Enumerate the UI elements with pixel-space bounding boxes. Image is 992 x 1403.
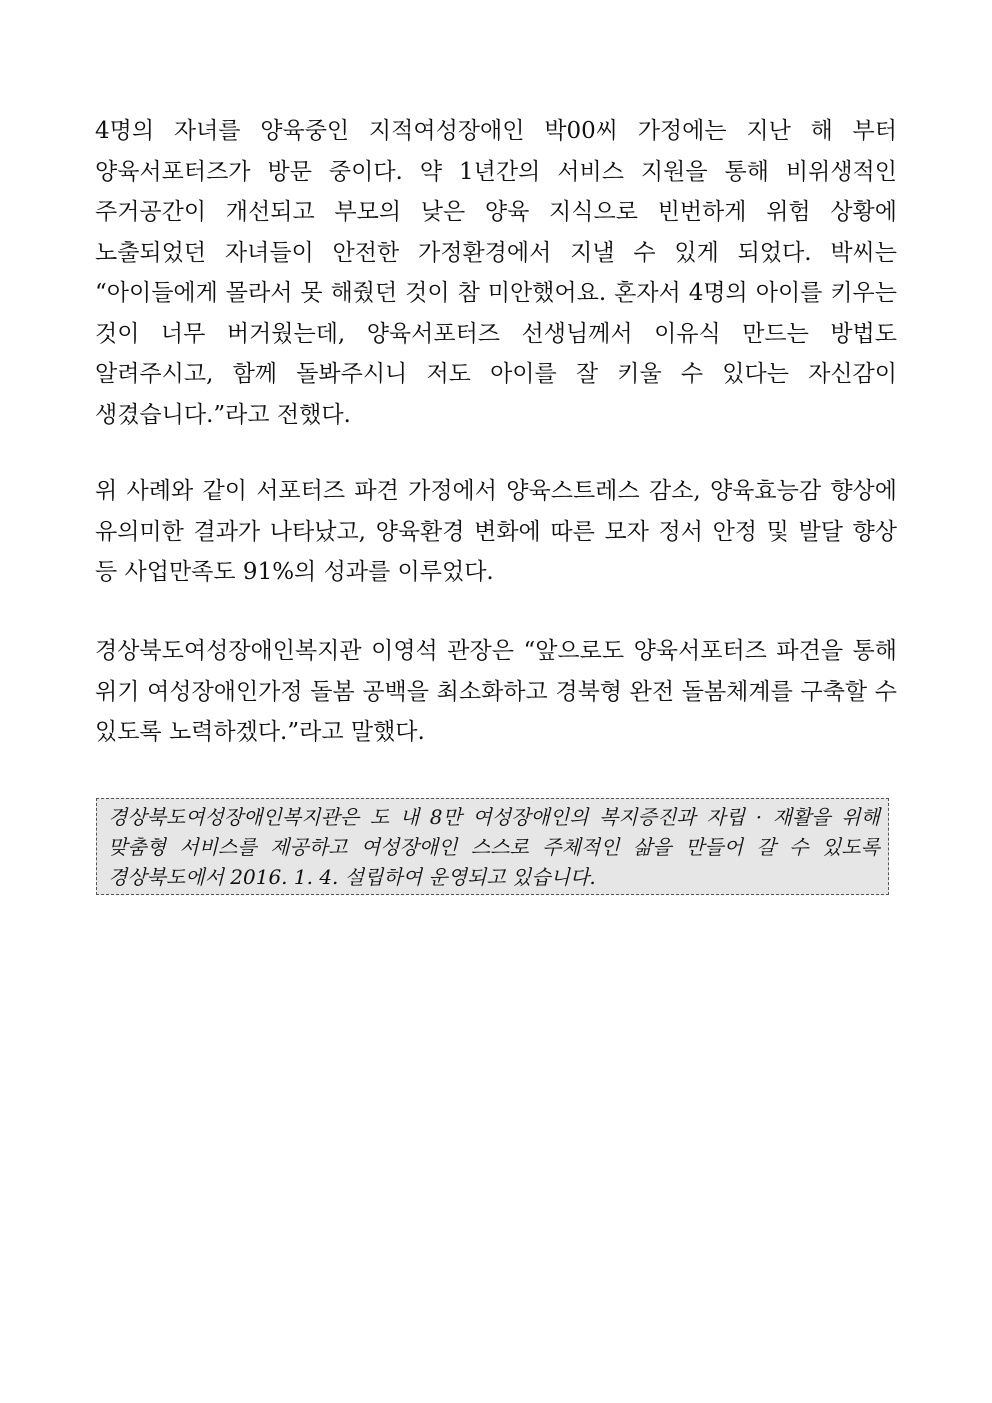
case-story-paragraph: 4명의 자녀를 양육중인 지적여성장애인 박00씨 가정에는 지난 해 부터 양육서포터즈가 방문 중이다. 약 1년간의 서비스 지원을 통해 비위생적인 주거공간이 개선되고 부모의 낮은 양육 지식으로 빈번하게 위험 상황에 노출되었던 자녀들이 안전한 가정환경에서 지낼 수 있게 되었다. 박씨는 “아이들에게 몰라서 못 해줬던 것이 참 미안했어요. 혼자서 4명의 아이를 키우는 것이 너무 버거웠는데, 양육서포터즈 선생님께서 이유식 만드는 방법도 알려주시고, 함께 돌봐주시니 저도 아이를 잘 키울 수 있다는 자신감이 생겼습니다.”라고 전했다.	[95, 118, 897, 428]
director-quote-paragraph: 경상북도여성장애인복지관 이영석 관장은 “앞으로도 양육서포터즈 파견을 통해 위기 여성장애인가정 돌봄 공백을 최소화하고 경북형 완전 돌봄체계를 구축할 수 있도록 노력하겠다.”라고 말했다.	[95, 638, 897, 745]
organization-info-text: 경상북도여성장애인복지관은 도 내 8만 여성장애인의 복지증진과 자립 · 재활을 위해 맞춤형 서비스를 제공하고 여성장애인 스스로 주체적인 삶을 만들어 갈 수 있도록 경상북도에서 2016. 1. 4. 설립하여 운영되고 있습니다.	[108, 805, 880, 889]
organization-info-box	[96, 798, 889, 895]
results-paragraph: 위 사례와 같이 서포터즈 파견 가정에서 양육스트레스 감소, 양육효능감 향상에 유의미한 결과가 나타났고, 양육환경 변화에 따른 모자 정서 안정 및 발달 향상 등 사업만족도 91%의 성과를 이루었다.	[95, 478, 897, 585]
